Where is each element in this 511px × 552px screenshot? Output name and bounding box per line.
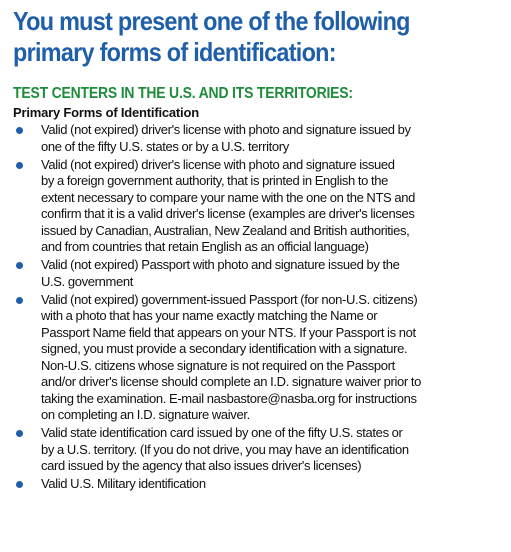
list-item	[13, 292, 505, 424]
list-item	[13, 257, 505, 290]
bullet-icon	[16, 430, 23, 437]
item-line: Valid U.S. Military identification	[41, 476, 206, 491]
title-line: You must present one of the following	[13, 6, 410, 36]
list-item	[13, 157, 505, 256]
item-line: signed, you must provide a secondary identification with a signature.	[41, 341, 408, 356]
id-forms-list	[13, 122, 505, 493]
item-line: confirm that it is a valid driver's license (examples are driver's licenses	[41, 206, 415, 221]
document-page	[13, 6, 505, 494]
item-line: U.S. government	[41, 273, 133, 289]
item-line: Non-U.S. citizens whose signature is not required on the Passport	[41, 357, 395, 373]
bullet-icon	[16, 127, 23, 134]
bullet-icon	[16, 162, 23, 169]
item-line: Valid (not expired) driver's license with photo and signature issued by	[41, 122, 411, 137]
section-heading: TEST CENTERS IN THE U.S. AND ITS TERRITORIES:	[13, 85, 353, 102]
item-line: on completing an I.D. signature waiver.	[41, 407, 250, 422]
subheading: Primary Forms of Identification	[13, 105, 199, 120]
list-item	[13, 425, 505, 475]
item-line: extent necessary to compare your name with the one on the NTS and	[41, 189, 415, 205]
bullet-icon	[16, 262, 23, 269]
item-line: Valid (not expired) Passport with photo and signature issued by the	[41, 257, 400, 272]
item-line: and/or driver's license should complete an I.D. signature waiver prior to	[41, 374, 422, 389]
item-line: taking the examination. E-mail nasbastore@nasba.org for instructions	[41, 390, 417, 406]
bullet-icon	[16, 297, 23, 304]
item-line: and from countries that retain English as an official language)	[41, 239, 369, 254]
item-line: Valid (not expired) government-issued Passport (for non-U.S. citizens)	[41, 291, 418, 307]
title-line: primary forms of identification:	[13, 37, 336, 67]
list-item	[13, 476, 505, 493]
page-title	[13, 6, 511, 68]
item-line: Passport Name field that appears on your NTS. If your Passport is not	[41, 324, 416, 340]
item-line: issued by Canadian, Australian, New Zealand and British authorities,	[41, 222, 410, 238]
item-line: with a photo that has your name exactly matching the Name or	[41, 308, 378, 323]
item-line: card issued by the agency that also issues driver's licenses)	[41, 458, 362, 473]
item-line: Valid state identification card issued by one of the fifty U.S. states or	[41, 425, 403, 440]
list-item	[13, 122, 505, 155]
item-line: by a foreign government authority, that is printed in English to the	[41, 173, 388, 188]
item-line: one of the fifty U.S. states or by a U.S. territory	[41, 138, 289, 154]
bullet-icon	[16, 481, 23, 488]
item-line: Valid (not expired) driver's license with photo and signature issued	[41, 156, 395, 172]
item-line: by a U.S. territory. (If you do not drive, you may have an identification	[41, 441, 409, 457]
